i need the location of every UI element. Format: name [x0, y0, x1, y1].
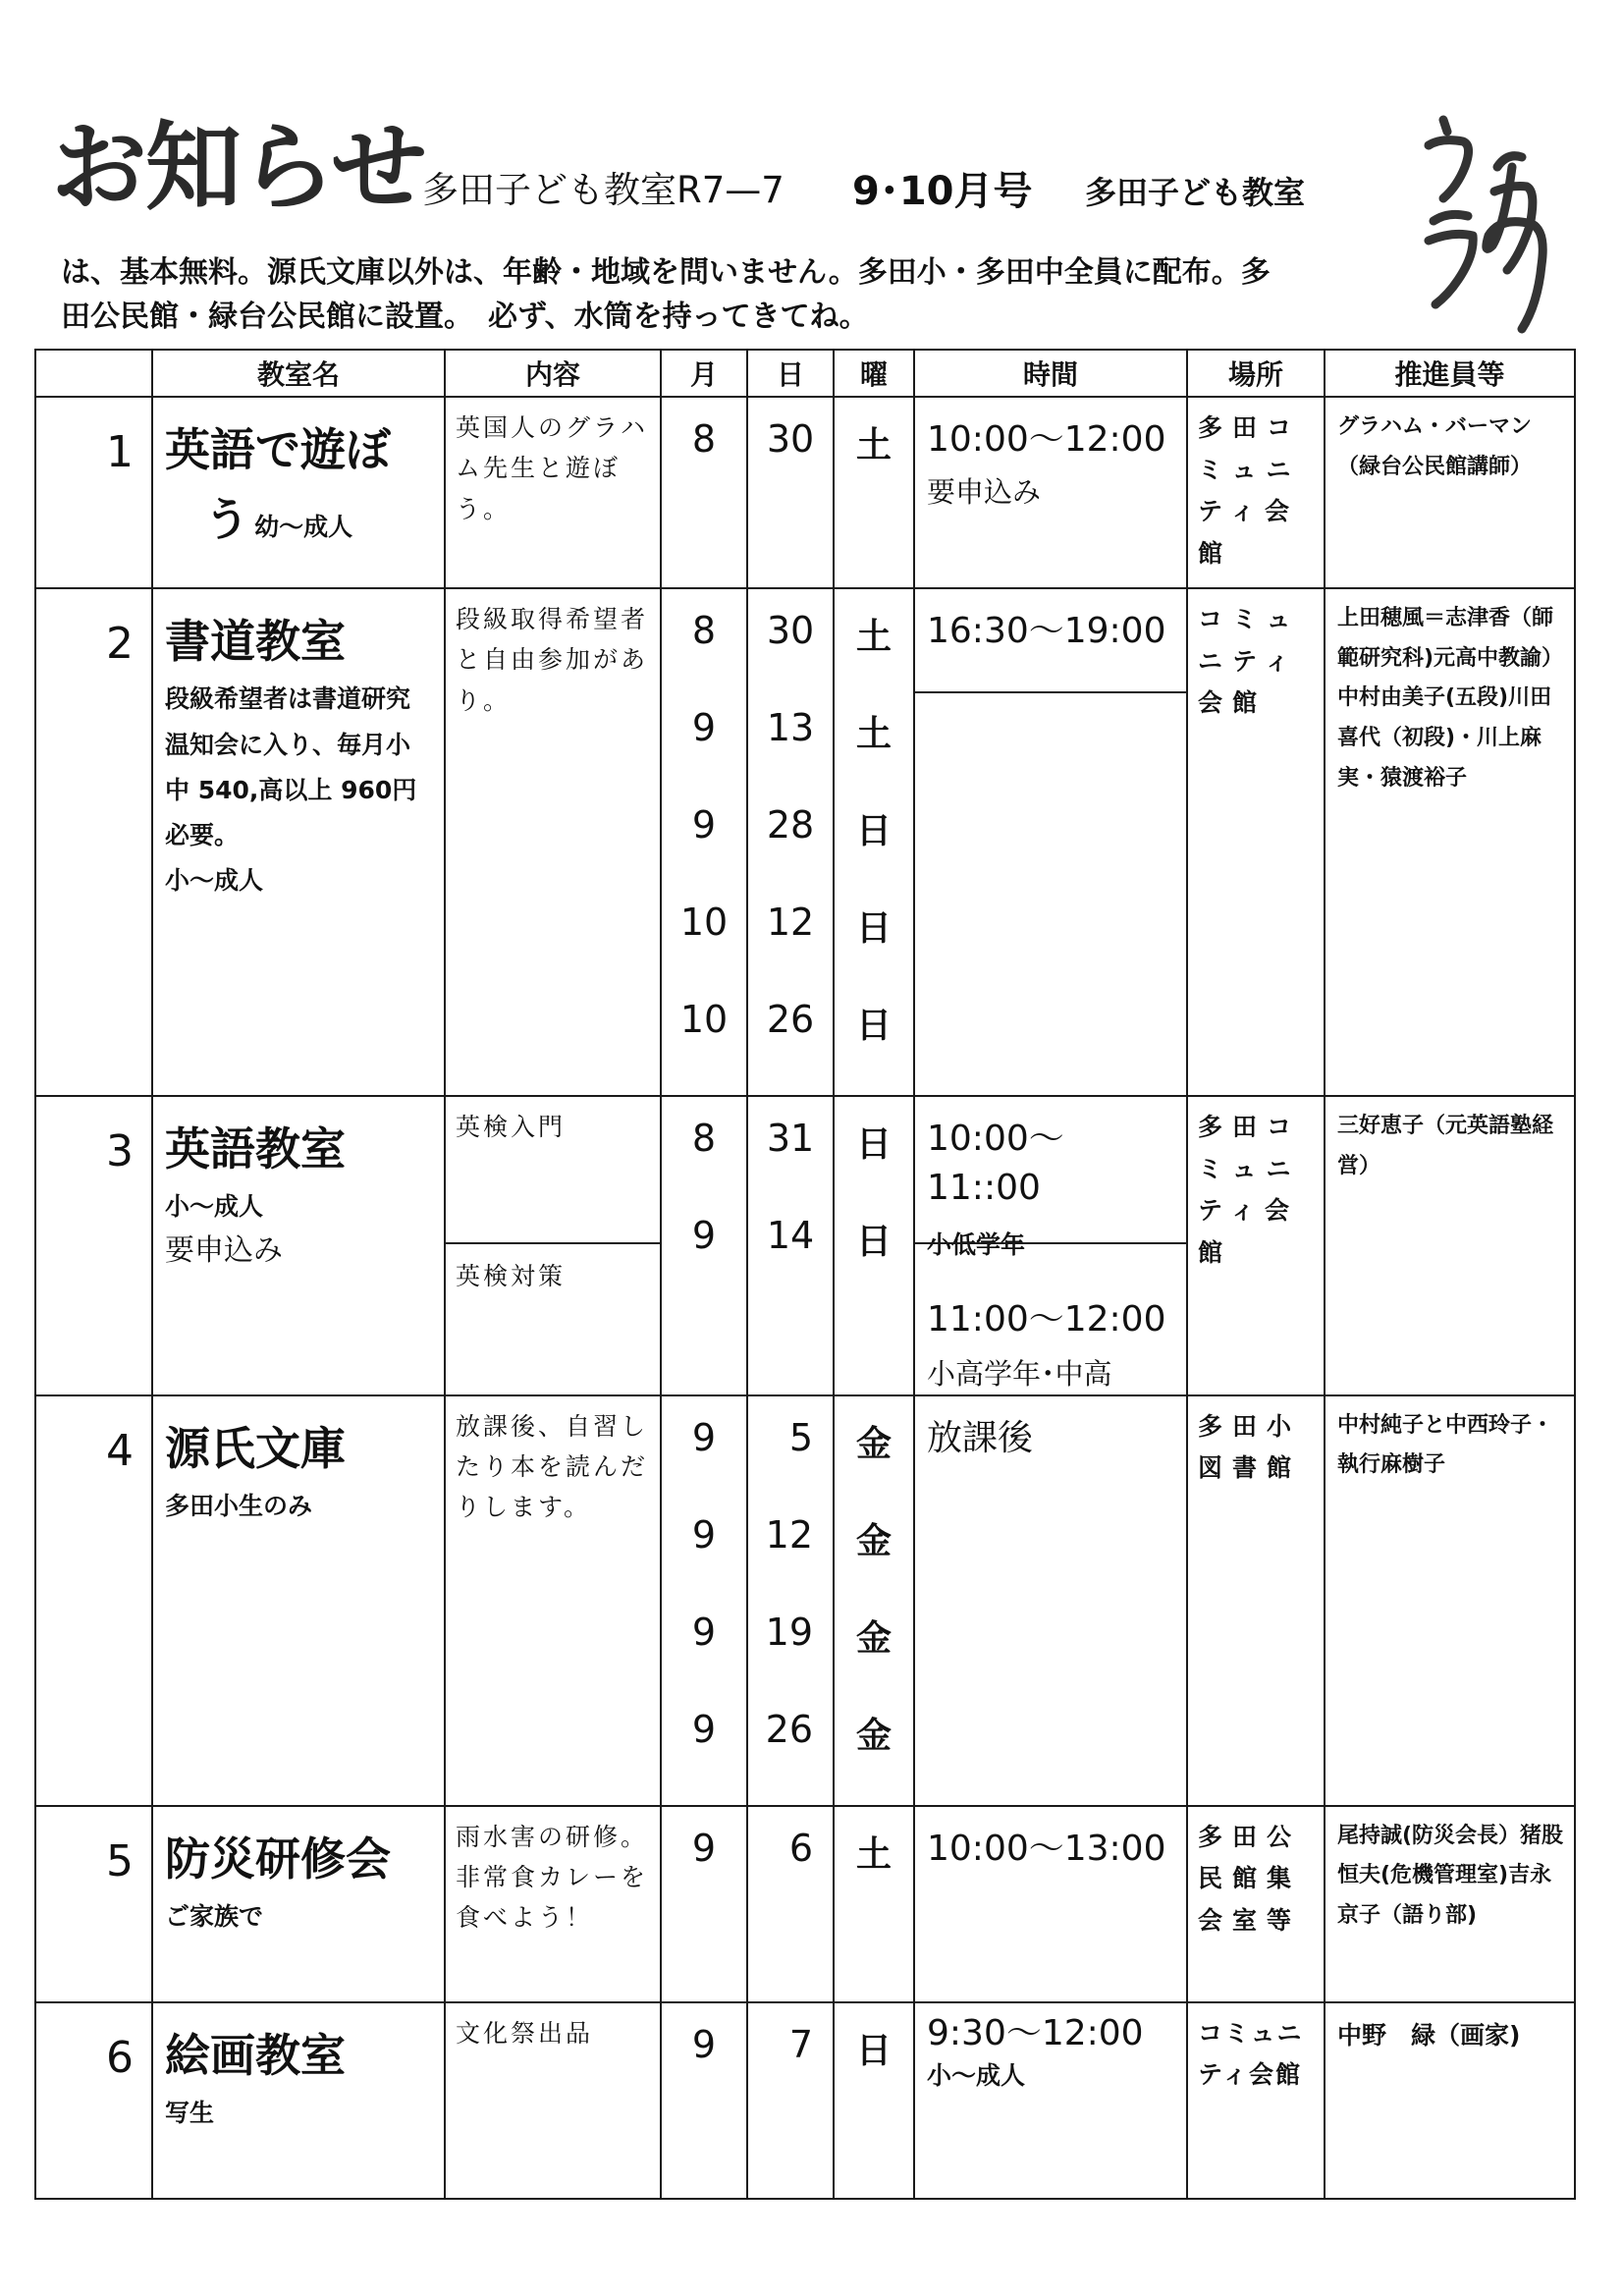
weekday: 金 — [855, 1715, 892, 1756]
row-number: 2 — [35, 588, 152, 1096]
class-name-cell — [152, 1806, 445, 2002]
header-no — [35, 350, 152, 397]
class-name-cell — [152, 588, 445, 1096]
class-note: 写生 — [165, 2099, 215, 2128]
class-name: 防災研修会 — [165, 1831, 391, 1886]
day: 30 — [766, 417, 815, 461]
class-name-cell — [152, 2002, 445, 2199]
staff: 三好恵子（元英語塾経営） — [1325, 1096, 1575, 1395]
month: 9 — [691, 1826, 717, 1870]
header-place: 場所 — [1187, 350, 1325, 397]
month: 9 — [691, 1415, 717, 1459]
time: 9:30～12:00 — [927, 2012, 1144, 2053]
class-note: 段級希望者は書道研究温知会に入り、毎月小中 540,高以上 960円必要。 — [165, 684, 417, 850]
target-group: 多田小生のみ — [165, 1492, 313, 1521]
month: 10 — [679, 901, 729, 944]
day: 30 — [766, 609, 815, 652]
month: 9 — [691, 2022, 717, 2066]
place: 多田コミュニティ会館 — [1187, 397, 1325, 588]
place: 多田公民館集会室等 — [1187, 1806, 1325, 2002]
weekday: 金 — [855, 1423, 892, 1464]
weekday: 日 — [855, 1222, 892, 1262]
content: 英国人のグラハム先生と遊ぼう。 — [445, 397, 661, 588]
time: 10:00～12:00 — [927, 419, 1166, 460]
day: 6 — [788, 1826, 813, 1870]
cell-divider — [915, 691, 1186, 693]
weekday: 土 — [855, 1833, 892, 1875]
day: 12 — [765, 1512, 813, 1557]
time: 11:00～12:00 — [927, 1298, 1166, 1339]
day: 14 — [766, 1214, 815, 1257]
staff: 上田穂風＝志津香（師範研究科)元高中教諭）中村由美子(五段)川田喜代（初段)・川上麻実・猿渡裕子 — [1325, 588, 1575, 1096]
content: 段級取得希望者と自由参加があり。 — [445, 588, 661, 1096]
header-time: 時間 — [914, 350, 1187, 397]
table-row — [35, 2002, 1575, 2199]
issue-series: 多田子ども教室R7—7 — [422, 169, 784, 211]
weekday: 金 — [855, 1617, 892, 1659]
weekday: 日 — [855, 1124, 892, 1165]
target-age: 小～成人 — [165, 1192, 264, 1222]
class-name-cell — [152, 1395, 445, 1806]
issue-number: 9･10月号 — [852, 169, 1033, 214]
row-number: 6 — [35, 2002, 152, 2199]
handwritten-logo — [1414, 108, 1561, 344]
intro-line-2: 田公民館・緑台公民館に設置。 必ず、水筒を持ってきてね。 — [61, 300, 869, 334]
month: 9 — [691, 1610, 717, 1654]
header-staff: 推進員等 — [1325, 350, 1575, 397]
content: 英検入門 — [456, 1113, 567, 1141]
place: コミュニティ会館 — [1187, 588, 1325, 1096]
month: 8 — [691, 1117, 717, 1160]
class-name: 英語教室 — [165, 1122, 346, 1175]
day: 12 — [766, 901, 815, 944]
header-class-name: 教室名 — [152, 350, 445, 397]
weekday: 日 — [855, 1006, 892, 1046]
month: 9 — [691, 1214, 717, 1257]
weekday: 土 — [855, 714, 892, 754]
intro-line-1: は、基本無料。源氏文庫以外は、年齢・地域を問いません。多田小・多田中全員に配布。多 — [61, 255, 1271, 290]
weekday: 日 — [855, 908, 892, 949]
month: 9 — [691, 1512, 717, 1557]
day: 28 — [766, 803, 815, 847]
table-row — [35, 397, 1575, 588]
schedule-table — [34, 349, 1576, 2200]
row-number: 5 — [35, 1806, 152, 2002]
class-name-cell — [152, 1096, 445, 1395]
day: 19 — [765, 1610, 813, 1654]
row-number: 4 — [35, 1395, 152, 1806]
class-name-cont: う — [204, 493, 249, 547]
target-age: 小～成人 — [927, 2061, 1026, 2091]
organizer-name: 多田子ども教室 — [1085, 174, 1306, 211]
table-row — [35, 588, 1575, 1096]
month: 9 — [691, 1707, 717, 1751]
staff: 尾持誠(防災会長）猪股恒夫(危機管理室)吉永京子（語り部) — [1325, 1806, 1575, 2002]
weekday: 日 — [855, 2030, 892, 2071]
time: 16:30～19:00 — [927, 611, 1166, 651]
header-day: 日 — [747, 350, 834, 397]
row-number: 3 — [35, 1096, 152, 1395]
class-name: 源氏文庫 — [165, 1421, 346, 1475]
class-name: 英語で遊ぼ — [165, 423, 391, 476]
place: 多田コミュニティ会館 — [1187, 1096, 1325, 1395]
month: 10 — [679, 998, 729, 1041]
day: 5 — [788, 1415, 813, 1459]
time: 放課後 — [914, 1395, 1187, 1806]
month: 8 — [691, 609, 717, 652]
day: 26 — [765, 1707, 813, 1751]
page-title: お知らせ — [51, 112, 426, 224]
day: 13 — [766, 706, 815, 749]
day: 7 — [788, 2022, 813, 2066]
class-name: 絵画教室 — [165, 2028, 346, 2082]
time-note: 小低学年 — [927, 1230, 1026, 1259]
class-name: 書道教室 — [165, 615, 346, 668]
table-row — [35, 1096, 1575, 1395]
class-name-cell — [152, 397, 445, 588]
staff: グラハム・バーマン（緑台公民館講師） — [1325, 397, 1575, 588]
staff: 中野 緑（画家) — [1325, 2002, 1575, 2199]
time-note: 小高学年･中高 — [927, 1357, 1112, 1392]
place: 多田小図書館 — [1187, 1395, 1325, 1806]
month: 8 — [691, 417, 717, 461]
place: コミュニティ会館 — [1187, 2002, 1325, 2199]
content: 英検対策 — [456, 1262, 567, 1290]
cell-divider — [446, 1242, 660, 1244]
weekday: 金 — [855, 1520, 892, 1561]
header-weekday: 曜 — [834, 350, 914, 397]
content: 雨水害の研修。非常食カレーを食べよう！ — [445, 1806, 661, 2002]
weekday: 土 — [855, 425, 892, 465]
time: 10:00～11::00 — [927, 1119, 1064, 1209]
signup-note: 要申込み — [165, 1233, 283, 1269]
target-age: 小～成人 — [165, 866, 264, 896]
target-group: ご家族で — [165, 1902, 264, 1932]
table-header-row — [35, 350, 1575, 397]
table-row — [35, 1806, 1575, 2002]
cell-divider — [915, 1242, 1186, 1244]
month: 9 — [691, 803, 717, 847]
table-row — [35, 1395, 1575, 1806]
staff: 中村純子と中西玲子・執行麻樹子 — [1325, 1395, 1575, 1806]
time: 10:00～13:00 — [914, 1806, 1187, 2002]
weekday: 日 — [855, 811, 892, 851]
row-number: 1 — [35, 397, 152, 588]
header-content: 内容 — [445, 350, 661, 397]
weekday: 土 — [855, 617, 892, 657]
content: 放課後、自習したり本を読んだりします。 — [445, 1395, 661, 1806]
target-age: 幼～成人 — [254, 513, 353, 542]
header-month: 月 — [661, 350, 747, 397]
day: 31 — [766, 1117, 815, 1160]
content: 文化祭出品 — [445, 2002, 661, 2199]
day: 26 — [766, 998, 815, 1041]
time-note: 要申込み — [927, 475, 1042, 510]
month: 9 — [691, 706, 717, 749]
